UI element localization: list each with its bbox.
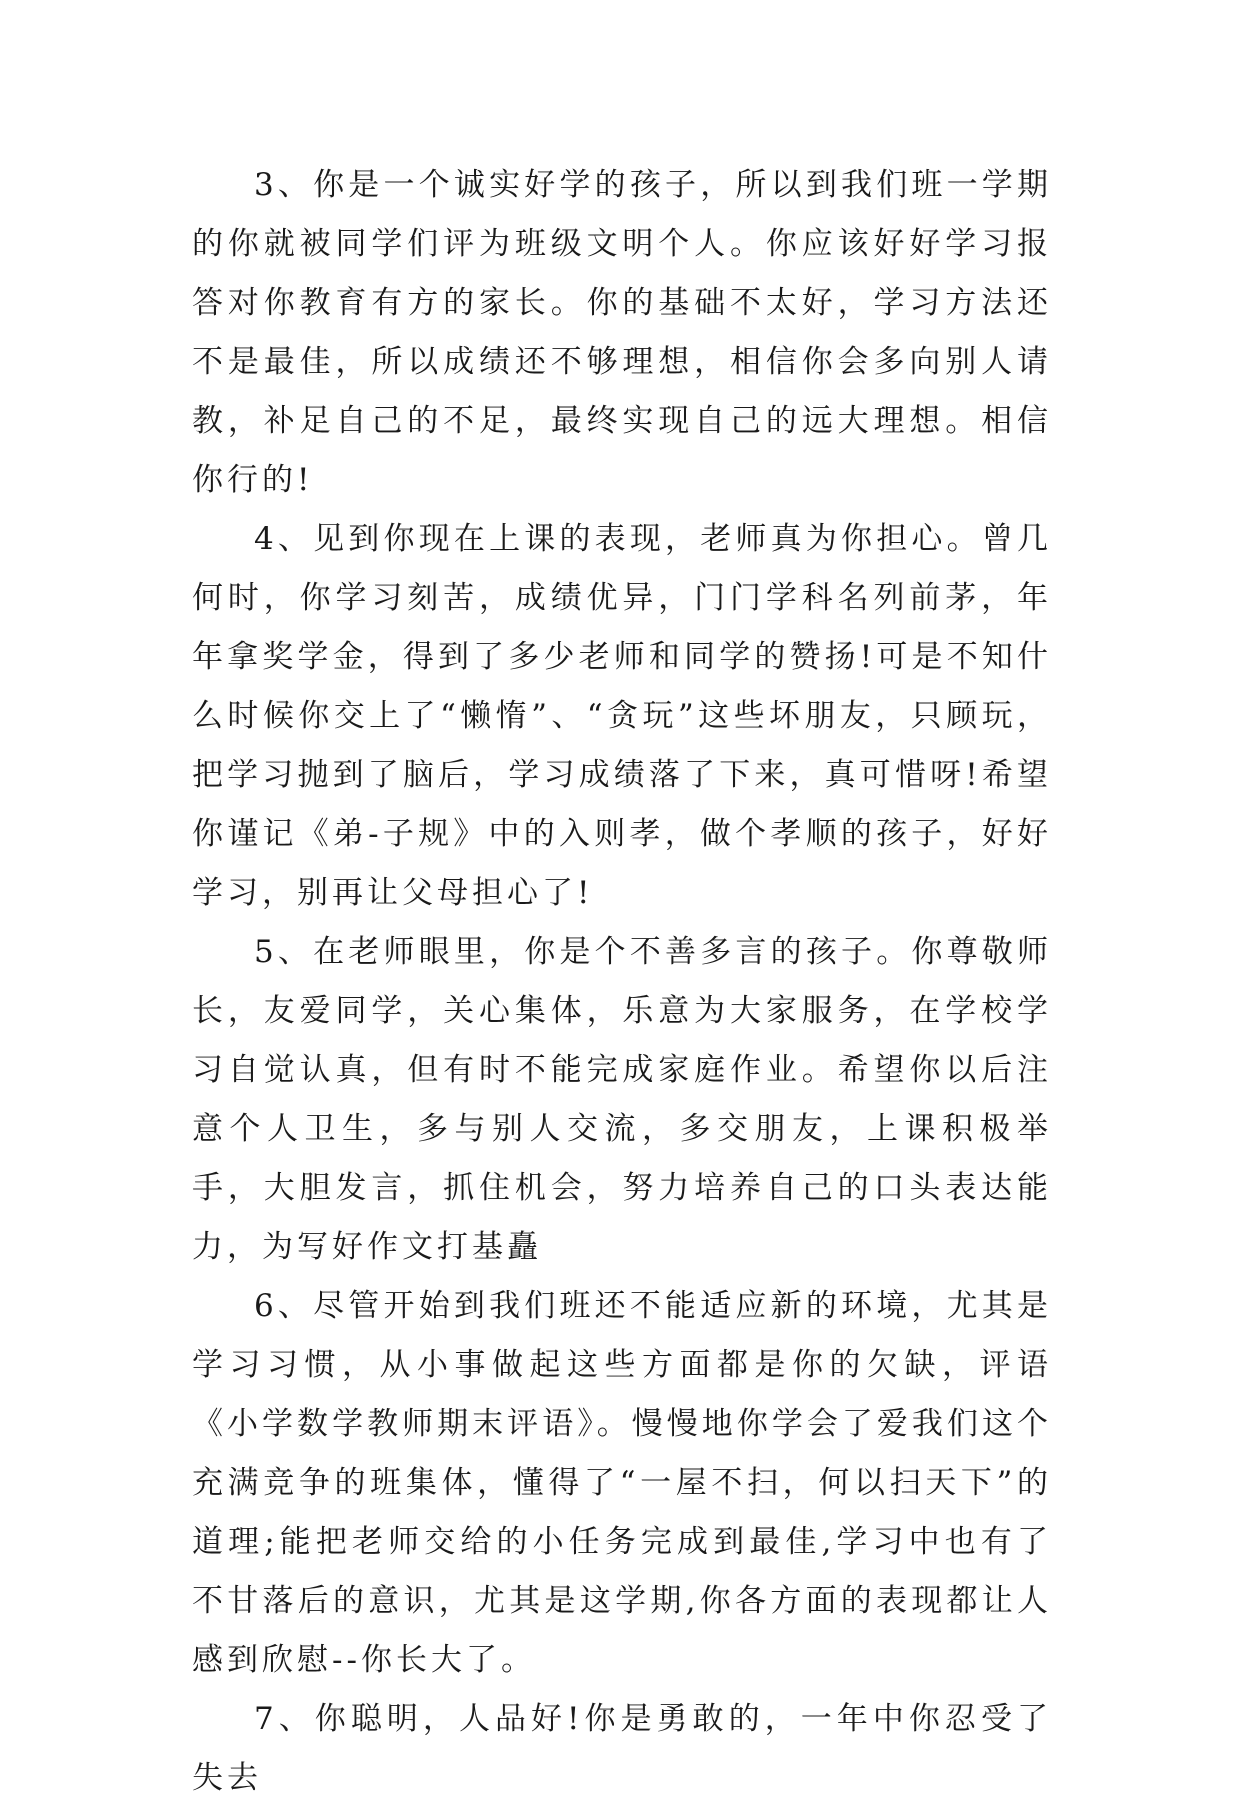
paragraph-4: 4、见到你现在上课的表现，老师真为你担心。曾几何时，你学习刻苦，成绩优异，门门学科名列前茅，年年拿奖学金，得到了多少老师和同学的赞扬!可是不知什么时候你交上了“懒惰”、“贪玩”这些坏朋友，只顾玩，把学习抛到了脑后，学习成绩落了下来，真可惜呀!希望你谨记《弟-子规》中的入则孝，做个孝顺的孩子，好好学习，别再让父母担心了! [192,521,1052,911]
paragraph-3: 3、你是一个诚实好学的孩子，所以到我们班一学期的你就被同学们评为班级文明个人。你应该好好学习报答对你教育有方的家长。你的基础不太好，学习方法还不是最佳，所以成绩还不够理想，相信你会多向别人请教，补足自己的不足，最终实现自己的远大理想。相信你行的! [192,167,1052,498]
paragraph-7: 7、你聪明，人品好!你是勇敢的，一年中你忍受了失去 [192,1701,1052,1796]
paragraph-6: 6、尽管开始到我们班还不能适应新的环境，尤其是学习习惯，从小事做起这些方面都是你的欠缺，评语《小学数学教师期末评语》。慢慢地你学会了爱我们这个充满竞争的班集体，懂得了“一屋不扫，何以扫天下”的道理;能把老师交给的小任务完成到最佳,学习中也有了不甘落后的意识，尤其是这学期,你各方面的表现都让人感到欣慰--你长大了。 [192,1288,1052,1678]
document-body [192,156,1052,1808]
paragraph-5: 5、在老师眼里，你是个不善多言的孩子。你尊敬师长，友爱同学，关心集体，乐意为大家服务，在学校学习自觉认真，但有时不能完成家庭作业。希望你以后注意个人卫生，多与别人交流，多交朋友，上课积极举手，大胆发言，抓住机会，努力培养自己的口头表达能力，为写好作文打基矗 [192,934,1052,1265]
